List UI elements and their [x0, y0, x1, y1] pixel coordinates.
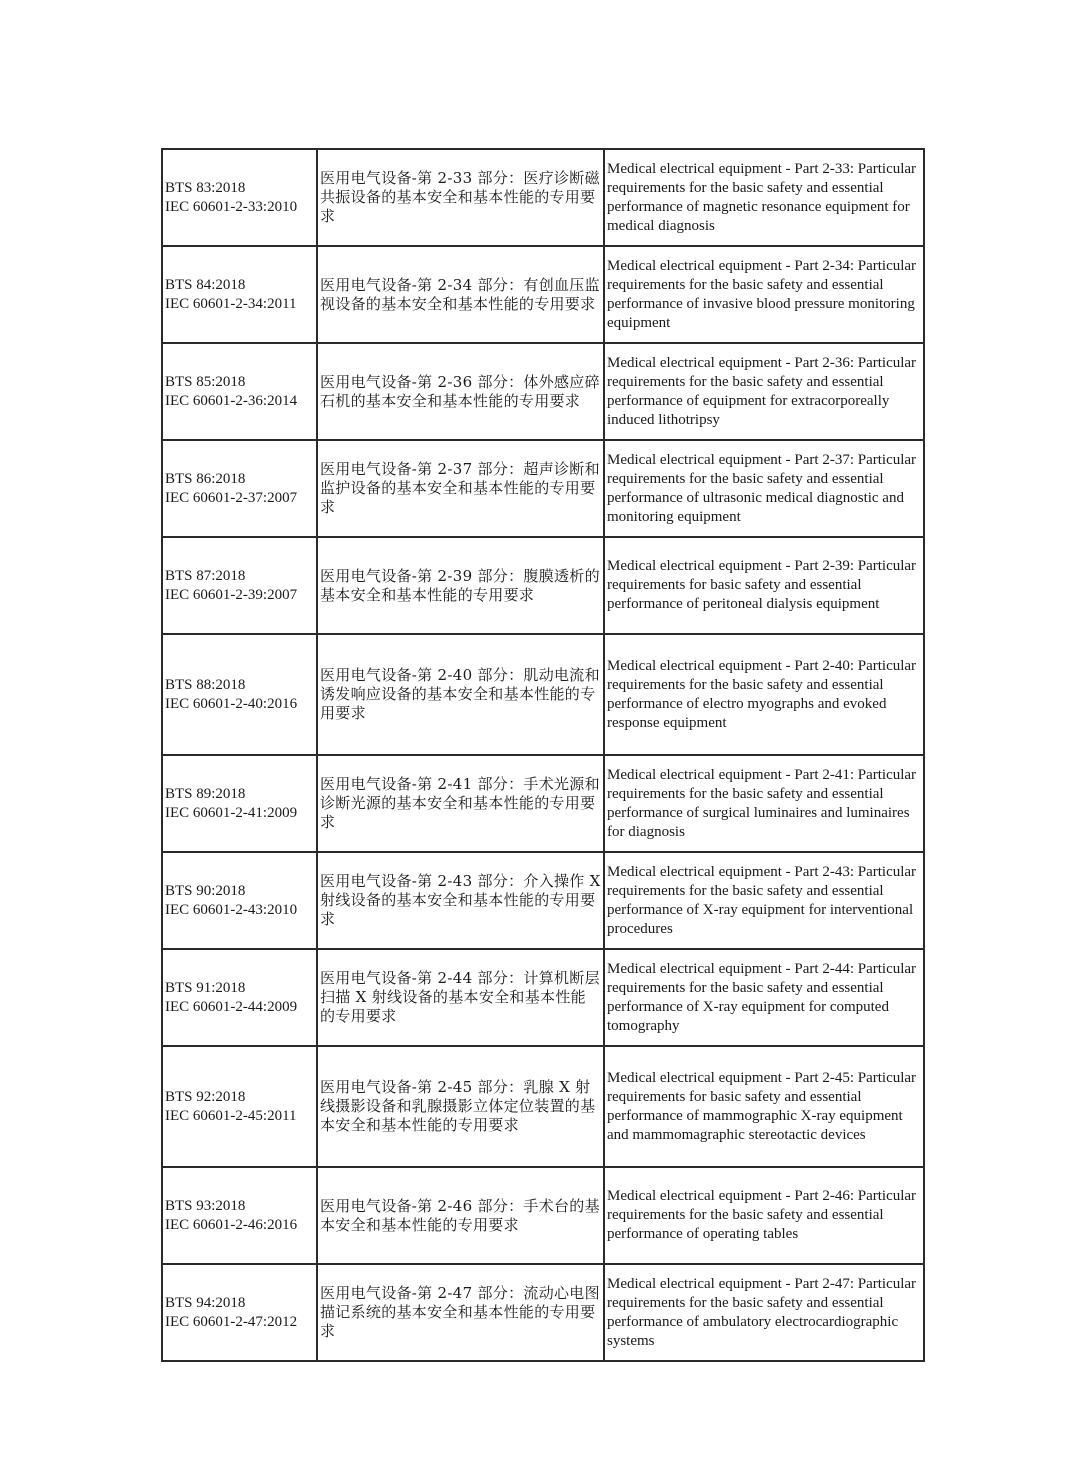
bts-code: BTS 83:2018 — [165, 179, 246, 196]
bts-code: BTS 85:2018 — [165, 373, 246, 390]
bts-code: BTS 91:2018 — [165, 979, 246, 996]
bts-code: BTS 90:2018 — [165, 882, 246, 899]
bts-code: BTS 86:2018 — [165, 470, 246, 487]
standard-code-cell — [162, 440, 317, 537]
table-row — [162, 537, 924, 634]
table-row — [162, 1167, 924, 1264]
iec-code: IEC 60601-2-39:2007 — [165, 586, 298, 603]
standard-code-cell — [162, 852, 317, 949]
english-title-cell: Medical electrical equipment - Part 2-39: Particular requirements for basic safety and essential performance of peritoneal dialysis equipment — [604, 537, 924, 634]
table-row — [162, 949, 924, 1046]
chinese-title-cell: 医用电气设备-第 2-33 部分：医疗诊断磁共振设备的基本安全和基本性能的专用要求 — [317, 149, 604, 246]
iec-code: IEC 60601-2-33:2010 — [165, 198, 298, 215]
chinese-title-cell: 医用电气设备-第 2-46 部分：手术台的基本安全和基本性能的专用要求 — [317, 1167, 604, 1264]
table-row — [162, 246, 924, 343]
iec-code: IEC 60601-2-34:2011 — [165, 295, 297, 312]
chinese-title-cell: 医用电气设备-第 2-34 部分：有创血压监视设备的基本安全和基本性能的专用要求 — [317, 246, 604, 343]
table-row — [162, 1046, 924, 1167]
standard-code-cell — [162, 149, 317, 246]
bts-code: BTS 84:2018 — [165, 276, 246, 293]
bts-code: BTS 87:2018 — [165, 567, 246, 584]
iec-code: IEC 60601-2-45:2011 — [165, 1107, 297, 1124]
chinese-title-cell: 医用电气设备-第 2-43 部分：介入操作 X 射线设备的基本安全和基本性能的专用要求 — [317, 852, 604, 949]
chinese-title-cell: 医用电气设备-第 2-44 部分：计算机断层扫描 X 射线设备的基本安全和基本性能的专用要求 — [317, 949, 604, 1046]
english-title-cell: Medical electrical equipment - Part 2-41: Particular requirements for the basic safety and essential performance of surgical luminaires and luminaires for diagnosis — [604, 755, 924, 852]
bts-code: BTS 93:2018 — [165, 1197, 246, 1214]
iec-code: IEC 60601-2-43:2010 — [165, 901, 298, 918]
chinese-title-cell: 医用电气设备-第 2-47 部分：流动心电图描记系统的基本安全和基本性能的专用要求 — [317, 1264, 604, 1361]
bts-code: BTS 92:2018 — [165, 1088, 246, 1105]
english-title-cell: Medical electrical equipment - Part 2-45: Particular requirements for basic safety and essential performance of mammographic X-ray equipment and mammomagraphic stereotactic devices — [604, 1046, 924, 1167]
english-title-cell: Medical electrical equipment - Part 2-34: Particular requirements for the basic safety and essential performance of invasive blood pressure monitoring equipment — [604, 246, 924, 343]
iec-code: IEC 60601-2-37:2007 — [165, 489, 298, 506]
iec-code: IEC 60601-2-46:2016 — [165, 1216, 298, 1233]
chinese-title-cell: 医用电气设备-第 2-45 部分：乳腺 X 射线摄影设备和乳腺摄影立体定位装置的基本安全和基本性能的专用要求 — [317, 1046, 604, 1167]
standards-table — [161, 148, 925, 1362]
table-row — [162, 149, 924, 246]
english-title-cell: Medical electrical equipment - Part 2-44: Particular requirements for the basic safety and essential performance of X-ray equipment for computed tomography — [604, 949, 924, 1046]
table-row — [162, 440, 924, 537]
table-row — [162, 343, 924, 440]
iec-code: IEC 60601-2-47:2012 — [165, 1313, 298, 1330]
iec-code: IEC 60601-2-40:2016 — [165, 695, 298, 712]
english-title-cell: Medical electrical equipment - Part 2-36: Particular requirements for the basic safety and essential performance of equipment for extracorporeally induced lithotripsy — [604, 343, 924, 440]
iec-code: IEC 60601-2-41:2009 — [165, 804, 298, 821]
standard-code-cell — [162, 1264, 317, 1361]
standard-code-cell — [162, 755, 317, 852]
chinese-title-cell: 医用电气设备-第 2-41 部分：手术光源和诊断光源的基本安全和基本性能的专用要求 — [317, 755, 604, 852]
iec-code: IEC 60601-2-36:2014 — [165, 392, 298, 409]
standard-code-cell — [162, 634, 317, 755]
standards-table-body — [162, 149, 924, 1361]
chinese-title-cell: 医用电气设备-第 2-37 部分：超声诊断和监护设备的基本安全和基本性能的专用要求 — [317, 440, 604, 537]
standard-code-cell — [162, 343, 317, 440]
standard-code-cell — [162, 246, 317, 343]
table-row — [162, 1264, 924, 1361]
chinese-title-cell: 医用电气设备-第 2-36 部分：体外感应碎石机的基本安全和基本性能的专用要求 — [317, 343, 604, 440]
iec-code: IEC 60601-2-44:2009 — [165, 998, 298, 1015]
english-title-cell: Medical electrical equipment - Part 2-47: Particular requirements for the basic safety and essential performance of ambulatory electrocardiographic systems — [604, 1264, 924, 1361]
english-title-cell: Medical electrical equipment - Part 2-40: Particular requirements for the basic safety and essential performance of electro myographs and evoked response equipment — [604, 634, 924, 755]
chinese-title-cell: 医用电气设备-第 2-39 部分：腹膜透析的基本安全和基本性能的专用要求 — [317, 537, 604, 634]
english-title-cell: Medical electrical equipment - Part 2-46: Particular requirements for the basic safety and essential performance of operating tables — [604, 1167, 924, 1264]
standard-code-cell — [162, 537, 317, 634]
standard-code-cell — [162, 1046, 317, 1167]
standard-code-cell — [162, 949, 317, 1046]
chinese-title-cell: 医用电气设备-第 2-40 部分：肌动电流和诱发响应设备的基本安全和基本性能的专用要求 — [317, 634, 604, 755]
standard-code-cell — [162, 1167, 317, 1264]
bts-code: BTS 94:2018 — [165, 1294, 246, 1311]
table-row — [162, 755, 924, 852]
english-title-cell: Medical electrical equipment - Part 2-43: Particular requirements for the basic safety and essential performance of X-ray equipment for interventional procedures — [604, 852, 924, 949]
english-title-cell: Medical electrical equipment - Part 2-37: Particular requirements for the basic safety and essential performance of ultrasonic medical diagnostic and monitoring equipment — [604, 440, 924, 537]
table-row — [162, 634, 924, 755]
table-row — [162, 852, 924, 949]
english-title-cell: Medical electrical equipment - Part 2-33: Particular requirements for the basic safety and essential performance of magnetic resonance equipment for medical diagnosis — [604, 149, 924, 246]
bts-code: BTS 89:2018 — [165, 785, 246, 802]
bts-code: BTS 88:2018 — [165, 676, 246, 693]
